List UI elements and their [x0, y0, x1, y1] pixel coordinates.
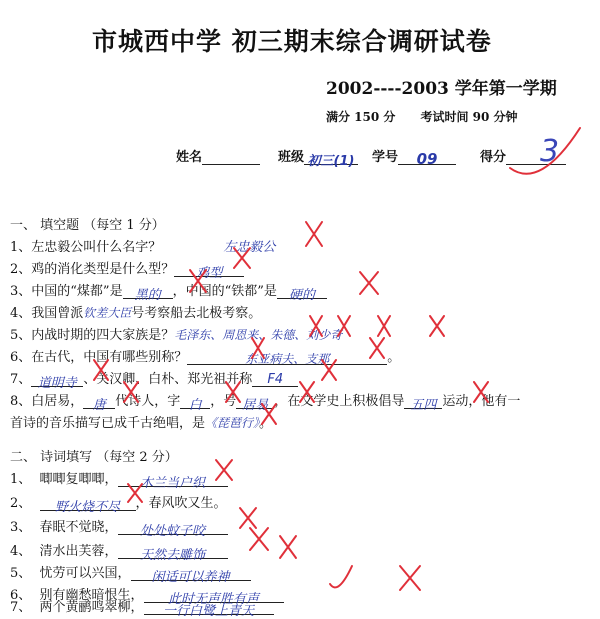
- poem-answer-6: 此时无声胜有声: [144, 588, 284, 603]
- question-5: 5、内战时期的四大家族是？毛泽东、周恩来、朱德、刘少奇: [10, 328, 343, 343]
- cross-mark: [360, 272, 378, 294]
- section-2-heading: 二、 诗词填写 （每空 2 分）: [10, 450, 178, 465]
- answer-3a: 黑的: [123, 284, 173, 299]
- total-score-field: 得分: [480, 146, 566, 165]
- full-score: 满分 150 分: [326, 110, 396, 124]
- poem-answer-1: 木兰当户织: [118, 472, 228, 487]
- class-value: 初三(1): [304, 150, 358, 165]
- tick-mark: [330, 566, 352, 587]
- answer-6: 东亚病夫、支那: [187, 350, 387, 365]
- answer-7b: F4: [252, 372, 298, 387]
- cross-mark: [400, 566, 420, 590]
- cross-mark: [322, 360, 336, 380]
- cross-mark: [338, 316, 350, 336]
- answer-5: 毛泽东、周恩来、朱德、刘少奇: [174, 328, 343, 342]
- question-6: 6、在古代，中国有哪些别称？ 东亚病夫、支那 。: [10, 350, 401, 366]
- cross-mark: [306, 222, 322, 246]
- question-1: 1、左忠毅公叫什么名字？ 左忠毅公: [10, 240, 276, 255]
- cross-mark: [280, 536, 296, 558]
- poem-answer-4: 天然去雕饰: [118, 544, 228, 559]
- name-field: 姓名: [176, 146, 260, 165]
- cross-mark: [474, 382, 488, 402]
- cross-mark: [430, 316, 444, 336]
- cross-mark: [234, 248, 250, 268]
- answer-1: 左忠毅公: [223, 240, 276, 255]
- cross-mark: [240, 508, 256, 528]
- answer-4: 钦差大臣: [83, 306, 132, 320]
- cross-mark: [310, 316, 322, 336]
- question-4: 4、我国曾派钦差大臣号考察船去北极考察。: [10, 306, 262, 321]
- class-field: 班级 初三(1): [278, 146, 358, 165]
- student-number-field: 学号 09: [372, 146, 456, 165]
- poem-answer-2: 野火烧不尽: [40, 496, 136, 511]
- poem-3: 3、 春眠不觉晓， 处处蚊子咬: [10, 516, 228, 535]
- answer-3b: 硬的: [277, 284, 327, 299]
- cross-mark: [378, 316, 390, 336]
- answer-8d: 五四: [404, 394, 442, 409]
- school-year: 2002----2003 学年第一学期: [326, 79, 557, 99]
- section-1-heading: 一、 填空题 （每空 1 分）: [10, 218, 165, 233]
- cross-mark: [250, 528, 268, 550]
- poem-6: 6、 别有幽愁暗恨生， 此时无声胜有声: [10, 584, 284, 603]
- cross-mark: [262, 404, 276, 424]
- answer-8b: 白: [180, 394, 210, 409]
- answer-8e: 《琵琶行》: [205, 416, 260, 430]
- poem-answer-7: 一行白鹭上青天: [144, 600, 274, 615]
- poem-2: 2、 野火烧不尽 ，春风吹又生。: [10, 496, 227, 515]
- answer-2: 鸡型: [174, 262, 244, 277]
- cross-mark: [252, 338, 264, 358]
- exam-time: 考试时间 90 分钟: [420, 110, 518, 124]
- poem-answer-3: 处处蚊子咬: [118, 520, 228, 535]
- question-8: 8、白居易， 唐 代诗人，字 白 ，号 居易 ，在文学史上积极倡导 五四 运动，他有一: [10, 394, 521, 413]
- answer-7a: 道明寺: [31, 372, 83, 387]
- exam-title: 市城西中学 初三期末综合调研试卷: [92, 27, 492, 56]
- poem-4: 4、 清水出芙蓉， 天然去雕饰: [10, 540, 228, 559]
- question-3: 3、中国的“煤都”是 黑的 ，中国的“铁都”是 硬的: [10, 280, 327, 299]
- cross-mark: [94, 360, 108, 380]
- cross-mark: [370, 338, 384, 358]
- cross-mark: [226, 382, 240, 402]
- question-8-continued: 首诗的音乐描写已成千古绝唱，是《琵琶行》。: [10, 416, 273, 431]
- cross-mark: [190, 270, 206, 292]
- cross-mark: [216, 460, 232, 480]
- poem-5: 5、 忧劳可以兴国， 闲适可以养神: [10, 562, 251, 581]
- answer-8a: 唐: [83, 394, 115, 409]
- poem-answer-5: 闲适可以养神: [131, 566, 251, 581]
- question-7: 7、 道明寺 、关汉卿、白朴、郑光祖并称 F4: [10, 368, 298, 387]
- cross-mark: [300, 382, 314, 402]
- answer-8c: 居易: [236, 394, 274, 409]
- cross-mark: [128, 484, 142, 502]
- cross-mark: [124, 382, 138, 402]
- question-2: 2、鸡的消化类型是什么型？ 鸡型: [10, 258, 244, 277]
- poem-1: 1、 唧唧复唧唧， 木兰当户织: [10, 468, 228, 487]
- poem-7: 7、 两个黄鹂鸣翠柳， 一行白鹭上青天: [10, 596, 274, 615]
- total-score-tick: [510, 128, 580, 174]
- student-number-value: 09: [398, 150, 456, 165]
- total-score-value: 3: [540, 134, 560, 169]
